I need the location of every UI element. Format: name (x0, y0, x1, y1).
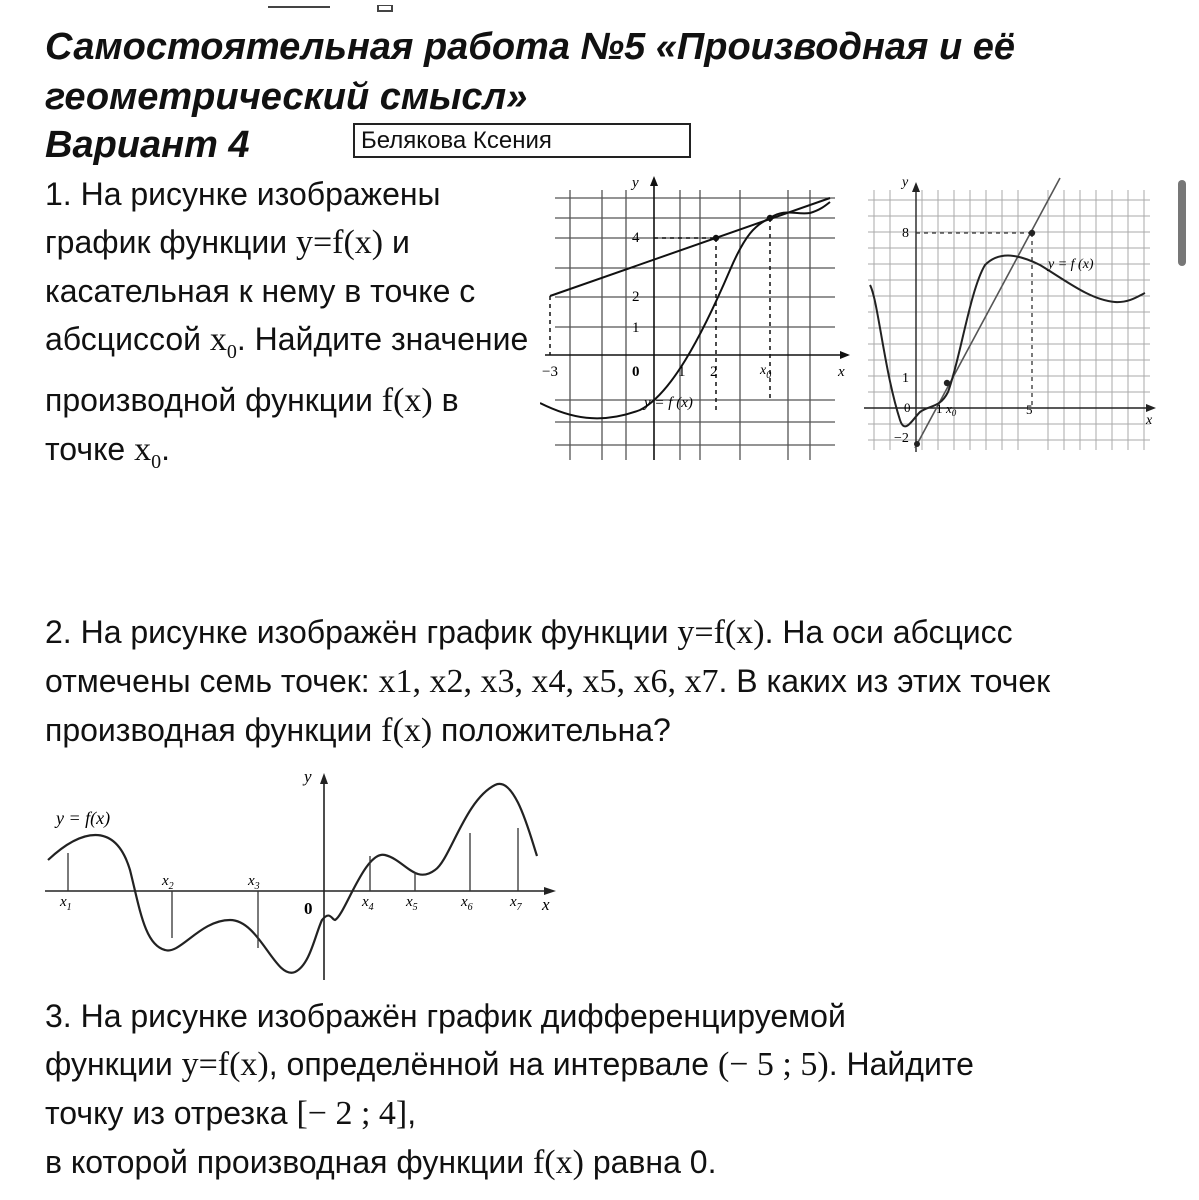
fig2-tick-x0: $x_0$ (946, 401, 957, 418)
fig3-x-axis-label: x (542, 895, 550, 914)
task3-func: y=f(x) (181, 1046, 269, 1083)
task1-text-mid: и касательная к нему в точке с абсциссой (45, 224, 476, 357)
fig3-point-x2: $x_2$ (162, 873, 174, 892)
top-edge-cutoff (0, 0, 1199, 8)
fig3-point-x4: $x_4$ (362, 894, 374, 913)
fig1-curve-label: y = f (x) (644, 395, 693, 411)
fig1-origin: 0 (632, 364, 640, 380)
fig3-point-x6: $x_6$ (461, 894, 473, 913)
fig3-origin: 0 (304, 899, 313, 918)
fig3-point-x7: $x_7$ (510, 894, 522, 913)
fig2-y-axis-label: y (902, 175, 909, 190)
fig2-origin: 0 (904, 400, 911, 415)
variant-label: Вариант 4 (45, 124, 250, 166)
task1-text-mid3: в точке (45, 381, 459, 467)
fig2-tick-x1: 1 (936, 401, 943, 416)
task1-x0-again: $x_0$ (134, 430, 162, 473)
fig1-tick-y1: 1 (632, 320, 640, 336)
task3-line3: точку из отрезка [− 2 ; 4], (45, 1095, 417, 1132)
fig1-tick-x0: $x_0$ (760, 363, 772, 381)
task1-text: 1. На рисунке изображены график функции y=f(x) и касательная к нему в точке с абсциссой $x_0$. Найдите значение производной функции f(x) в точке $x_0$. (45, 176, 529, 473)
page-title: Самостоятельная работа №5 «Производная и её геометрический смысл» (45, 26, 1016, 118)
fig2-tick-y8: 8 (902, 226, 909, 241)
fig1-y-axis-label: y (632, 175, 639, 191)
fig2-curve-label: y = f (x) (1048, 257, 1094, 272)
figure1-tangent-graph (540, 170, 860, 465)
fig3-curve-label: y = f(x) (56, 808, 111, 828)
task3-line1: 3. На рисунке изображён график дифференцируемой (45, 998, 846, 1034)
task3-line2: функции y=f(x), определённой на интервале (− 5 ; 5). Найдите (45, 1046, 974, 1083)
task2-text: 2. На рисунке изображён график функции y=f(x). На оси абсцисс отмечены семь точек: x1, x2, x3, x4, x5, x6, x7. В каких из этих точек производная функции f(x) положительна? (45, 614, 1051, 749)
task2-fx: f(x) (381, 712, 433, 749)
task3-fx: f(x) (532, 1144, 584, 1181)
figure3-function-graph (40, 760, 570, 985)
fig1-tick-y4: 4 (632, 230, 640, 246)
fig1-tick-x2: 2 (710, 364, 718, 380)
fig3-point-x5: $x_5$ (406, 894, 418, 913)
task3-interval: (− 5 ; 5) (717, 1046, 829, 1083)
fig2-tick-yneg2: −2 (894, 431, 909, 446)
task3-segment: [− 2 ; 4] (296, 1095, 408, 1132)
task1-func: y=f(x) (295, 224, 384, 261)
student-name-field[interactable]: Белякова Ксения (353, 123, 691, 158)
figure2-tangent-graph (860, 170, 1165, 460)
fig1-x-axis-label: x (838, 364, 845, 380)
task2-points: x1, x2, x3, x4, x5, x6, x7 (378, 663, 719, 700)
fig3-point-x3: $x_3$ (248, 873, 260, 892)
task1-fx: f(x) (381, 381, 433, 419)
task3-line4: в которой производная функции f(x) равна 0. (45, 1144, 717, 1181)
task1-text-mid2: . Найдите значение производной функции (45, 321, 529, 418)
fig1-tick-y2: 2 (632, 289, 640, 305)
task1-text-start: 1. На рисунке изображены график функции (45, 176, 441, 260)
task1-x0: $x_0$ (209, 321, 237, 363)
fig2-tick-x5: 5 (1026, 402, 1033, 417)
fig2-x-axis-label: x (1146, 413, 1153, 428)
task3-text (45, 992, 1165, 1187)
vertical-scrollbar[interactable] (1178, 180, 1186, 266)
fig3-point-x1: $x_1$ (60, 894, 72, 913)
fig1-tick-neg3: −3 (542, 364, 558, 380)
fig2-tick-y1: 1 (902, 371, 909, 386)
fig3-y-axis-label: y (304, 767, 312, 786)
fig1-tick-x1: 1 (678, 364, 686, 380)
task2-func: y=f(x) (677, 614, 765, 651)
